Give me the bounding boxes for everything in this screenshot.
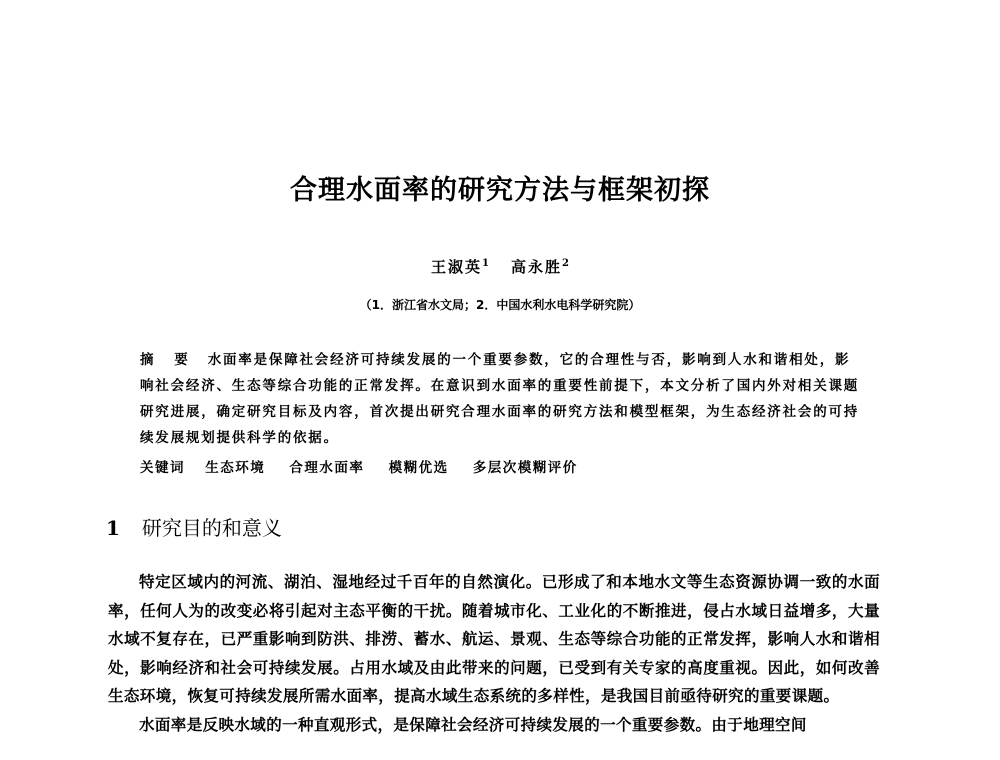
keywords [140,456,596,476]
author-name: 高永胜 [511,258,563,276]
section-heading [106,512,282,541]
abstract [140,347,860,451]
keywords-label: 关键词 [140,460,185,476]
keyword: 多层次模糊评价 [472,460,578,476]
section-number: 1 [106,516,120,540]
abstract-label: 摘 要 [140,352,196,368]
body-text [108,568,880,740]
keyword: 模糊优选 [388,460,449,476]
paper-title: 合理水面率的研究方法与框架初探 [290,175,710,206]
author-affiliation-marker: 2 [562,258,569,269]
author-list [0,256,1000,277]
paragraph: 水面率是反映水域的一种直观形式，是保障社会经济可持续发展的一个重要参数。由于地理空间 [139,715,807,734]
section-title: 研究目的和意义 [141,516,282,540]
keyword: 合理水面率 [289,460,365,476]
author-affiliation-marker: 1 [482,258,489,269]
keyword: 生态环境 [205,460,266,476]
author-name: 王淑英 [431,258,483,276]
paragraph: 特定区域内的河流、湖泊、湿地经过千百年的自然演化。已形成了和本地水文等生态资源协调一致的水面率，任何人为的改变必将引起对主态平衡的干扰。随着城市化、工业化的不断推进，侵占水域日益增多，大量水域不复存在，已严重影响到防洪、排涝、蓄水、航运、景观、生态等综合功能的正常发挥，影响人水和谐相处，影响经济和社会可持续发展。占用水域及由此带来的问题，已受到有关专家的高度重视。因此，如何改善生态环境，恢复可持续发展所需水面率，提高水域生态系统的多样性，是我国目前亟待研究的重要课题。 [108,573,880,706]
abstract-text: 水面率是保障社会经济可持续发展的一个重要参数，它的合理性与否，影响到人水和谐相处，影响社会经济、生态等综合功能的正常发挥。在意识到水面率的重要性前提下，本文分析了国内外对相关课题研究进展，确定研究目标及内容，首次提出研究合理水面率的研究方法和模型框架，为生态经济社会的可持续发展规划提供科学的依据。 [140,352,860,446]
affiliations: （1．浙江省水文局；2．中国水利水电科学研究院） [359,298,641,312]
